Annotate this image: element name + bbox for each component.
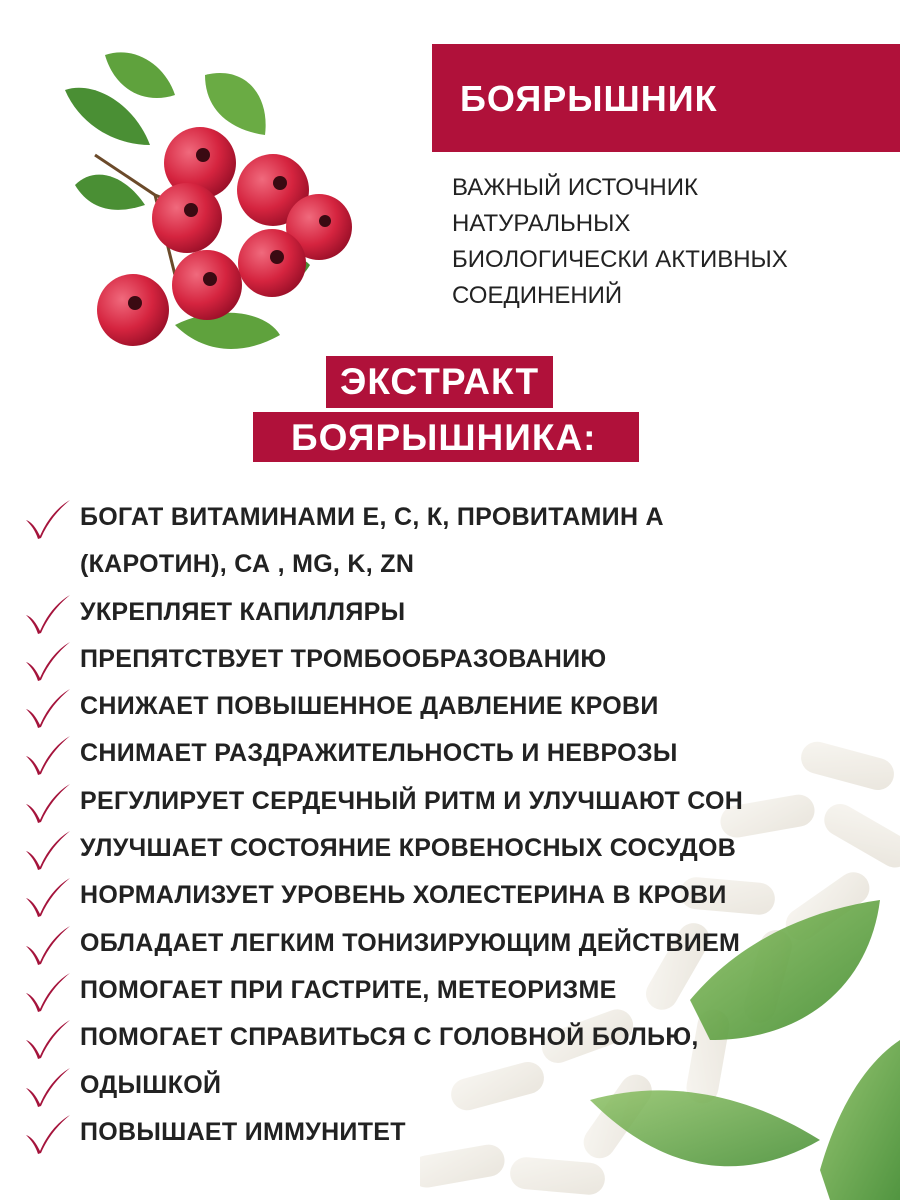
benefit-item — [24, 1014, 884, 1061]
subtitle-line: ВАЖНЫЙ ИСТОЧНИК — [452, 174, 698, 201]
benefit-item — [24, 1109, 884, 1156]
benefit-item — [24, 920, 884, 967]
checkmark-icon — [24, 1113, 72, 1155]
benefit-text: СНИМАЕТ РАЗДРАЖИТЕЛЬНОСТЬ И НЕВРОЗЫ — [80, 739, 678, 768]
checkmark-icon — [24, 687, 72, 729]
benefit-text: НОРМАЛИЗУЕТ УРОВЕНЬ ХОЛЕСТЕРИНА В КРОВИ — [80, 881, 727, 910]
checkmark-icon — [24, 876, 72, 918]
subtitle-line: СОЕДИНЕНИЙ — [452, 282, 623, 309]
benefit-item — [24, 589, 884, 636]
benefit-item — [24, 683, 884, 730]
benefits-list — [24, 494, 884, 1156]
checkmark-icon — [24, 498, 72, 540]
benefit-item — [24, 494, 884, 589]
checkmark-icon — [24, 1018, 72, 1060]
benefit-text: ОБЛАДАЕТ ЛЕГКИМ ТОНИЗИРУЮЩИМ ДЕЙСТВИЕМ — [80, 928, 741, 957]
benefit-item — [24, 1062, 884, 1109]
subtitle-line: НАТУРАЛЬНЫХ — [452, 210, 631, 237]
checkmark-icon — [24, 1066, 72, 1108]
hawthorn-berries-image — [55, 35, 365, 375]
benefit-text: БОГАТ ВИТАМИНАМИ Е, С, К, ПРОВИТАМИН А — [80, 503, 664, 531]
benefit-text: ПРЕПЯТСТВУЕТ ТРОМБООБРАЗОВАНИЮ — [80, 644, 607, 673]
benefit-text: СНИЖАЕТ ПОВЫШЕННОЕ ДАВЛЕНИЕ КРОВИ — [80, 692, 659, 721]
checkmark-icon — [24, 593, 72, 635]
subtitle-line: БИОЛОГИЧЕСКИ АКТИВНЫХ — [452, 246, 788, 273]
benefit-item — [24, 872, 884, 919]
benefit-item — [24, 825, 884, 872]
checkmark-icon — [24, 640, 72, 682]
benefit-text: ОДЫШКОЙ — [80, 1070, 222, 1099]
benefit-text: ПОВЫШАЕТ ИММУНИТЕТ — [80, 1117, 406, 1146]
benefit-text: (КАРОТИН), СА , MG, K, ZN — [80, 550, 415, 579]
benefit-item — [24, 778, 884, 825]
extract-heading-line1: ЭКСТРАКТ — [326, 356, 553, 408]
benefit-text: УЛУЧШАЕТ СОСТОЯНИЕ КРОВЕНОСНЫХ СОСУДОВ — [80, 834, 737, 863]
benefit-item — [24, 730, 884, 777]
page-title: БОЯРЫШНИК — [460, 78, 718, 119]
subtitle — [452, 170, 872, 314]
checkmark-icon — [24, 782, 72, 824]
extract-heading-line2: БОЯРЫШНИКА: — [253, 412, 639, 462]
benefit-text: ПОМОГАЕТ ПРИ ГАСТРИТЕ, МЕТЕОРИЗМЕ — [80, 975, 617, 1004]
benefit-text: УКРЕПЛЯЕТ КАПИЛЛЯРЫ — [80, 597, 406, 626]
checkmark-icon — [24, 829, 72, 871]
benefit-item — [24, 636, 884, 683]
benefit-text: ПОМОГАЕТ СПРАВИТЬСЯ С ГОЛОВНОЙ БОЛЬЮ, — [80, 1023, 699, 1052]
checkmark-icon — [24, 734, 72, 776]
checkmark-icon — [24, 971, 72, 1013]
benefit-text: РЕГУЛИРУЕТ СЕРДЕЧНЫЙ РИТМ И УЛУЧШАЮТ СОН — [80, 786, 744, 815]
checkmark-icon — [24, 924, 72, 966]
benefit-item — [24, 967, 884, 1014]
